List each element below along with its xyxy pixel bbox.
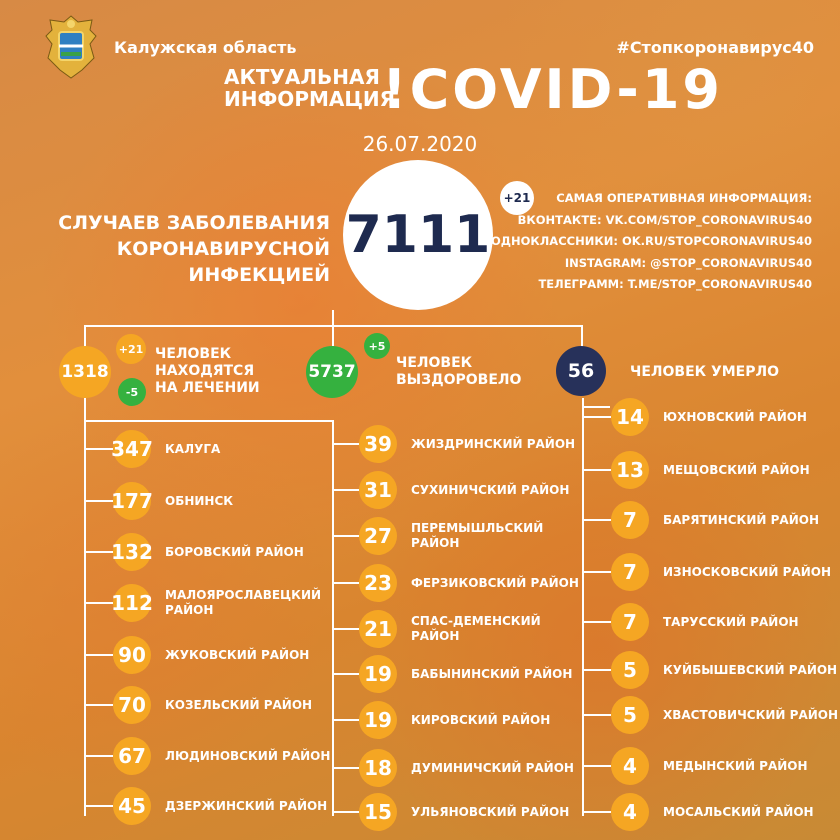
district-name: ФЕРЗИКОВСКИЙ РАЙОН xyxy=(411,575,579,590)
col3-top-line xyxy=(582,406,610,408)
district-name: КАЛУГА xyxy=(165,441,221,456)
info-ok: ОДНОКЛАССНИКИ: OK.RU/STOPCORONAVIRUS40 xyxy=(490,234,812,248)
district-connector xyxy=(332,443,359,445)
treatment-label-line-2: НАХОДЯТСЯ xyxy=(155,363,255,379)
region-name: Калужская область xyxy=(114,38,297,57)
district-row xyxy=(611,603,799,641)
district-row xyxy=(113,533,304,571)
connector-right xyxy=(581,325,583,347)
info-instagram: INSTAGRAM: @STOP_CORONAVIRUS40 xyxy=(564,255,812,270)
district-connector xyxy=(84,500,113,502)
district-name: ОБНИНСК xyxy=(165,493,234,508)
treatment-circle: 1318 xyxy=(59,346,111,398)
district-row xyxy=(359,655,572,693)
district-connector xyxy=(332,719,359,721)
district-name: ЮХНОВСКИЙ РАЙОН xyxy=(663,409,807,424)
district-count-circle: 70 xyxy=(113,686,151,724)
district-row xyxy=(113,737,330,775)
info-heading: САМАЯ ОПЕРАТИВНАЯ ИНФОРМАЦИЯ: xyxy=(556,191,812,205)
district-count-circle: 7 xyxy=(611,553,649,591)
district-row xyxy=(359,471,569,509)
treatment-plus-badge: +21 xyxy=(116,334,146,364)
district-connector xyxy=(332,767,359,769)
district-connector xyxy=(582,765,611,767)
district-row xyxy=(359,564,579,602)
district-name: ЖУКОВСКИЙ РАЙОН xyxy=(165,647,310,662)
total-label-line-2: КОРОНАВИРУСНОЙ ИНФЕКЦИЕЙ xyxy=(116,238,330,286)
covid-title: !COVID-19 xyxy=(382,58,723,121)
district-connector xyxy=(332,535,359,537)
district-connector xyxy=(84,602,113,604)
treatment-minus-badge: -5 xyxy=(118,378,146,406)
district-row xyxy=(611,451,810,489)
district-row xyxy=(113,430,220,468)
died-label: ЧЕЛОВЕК УМЕРЛО xyxy=(630,364,780,380)
district-count-circle: 4 xyxy=(611,747,649,785)
district-row xyxy=(611,501,819,539)
district-name: ХВАСТОВИЧСКИЙ РАЙОН xyxy=(663,707,839,722)
district-count-circle: 23 xyxy=(359,564,397,602)
district-row xyxy=(611,696,838,734)
district-count-circle: 27 xyxy=(359,517,397,555)
col1-line xyxy=(84,398,86,816)
district-count-circle: 5 xyxy=(611,651,649,689)
district-connector xyxy=(332,811,359,813)
district-row xyxy=(113,787,327,825)
hashtag: #Стопкоронавирус40 xyxy=(616,38,814,57)
district-connector xyxy=(582,714,611,716)
district-row xyxy=(611,553,831,591)
district-name: СПАС-ДЕМЕНСКИЙ РАЙОН xyxy=(411,614,541,643)
district-row xyxy=(359,425,575,463)
district-connector xyxy=(332,673,359,675)
died-circle: 56 xyxy=(556,346,606,396)
treatment-label-line-1: ЧЕЛОВЕК xyxy=(155,346,232,362)
district-count-circle: 14 xyxy=(611,398,649,436)
total-cases-circle: 7111 xyxy=(343,160,493,310)
district-name: ДЗЕРЖИНСКИЙ РАЙОН xyxy=(165,798,328,813)
recovered-label xyxy=(396,355,521,389)
district-row xyxy=(359,517,543,555)
district-connector xyxy=(582,811,611,813)
district-count-circle: 45 xyxy=(113,787,151,825)
district-count-circle: 31 xyxy=(359,471,397,509)
district-count-circle: 15 xyxy=(359,793,397,831)
connector-center xyxy=(332,310,334,346)
total-label-line-1: СЛУЧАЕВ ЗАБОЛЕВАНИЯ xyxy=(58,212,330,234)
district-name: СУХИНИЧСКИЙ РАЙОН xyxy=(411,482,570,497)
col1-top-line xyxy=(84,420,332,422)
district-row xyxy=(611,651,837,689)
district-connector xyxy=(84,704,113,706)
info-telegram: ТЕЛЕГРАММ: T.ME/STOP_CORONAVIRUS40 xyxy=(538,277,812,291)
district-row xyxy=(359,793,569,831)
total-increment-badge: +21 xyxy=(500,181,534,215)
district-connector xyxy=(84,551,113,553)
district-connector xyxy=(582,621,611,623)
district-connector xyxy=(582,469,611,471)
actual-info-heading xyxy=(224,65,396,111)
col2-line xyxy=(332,420,334,816)
district-row xyxy=(113,584,321,622)
district-connector xyxy=(332,489,359,491)
district-count-circle: 19 xyxy=(359,655,397,693)
district-connector xyxy=(582,669,611,671)
top-connector-line xyxy=(85,325,583,327)
district-connector xyxy=(84,448,113,450)
report-date: 26.07.2020 xyxy=(362,132,478,156)
district-name: ЖИЗДРИНСКИЙ РАЙОН xyxy=(411,436,576,451)
district-row xyxy=(611,747,808,785)
district-count-circle: 112 xyxy=(113,584,151,622)
district-name: КИРОВСКИЙ РАЙОН xyxy=(411,712,551,727)
coat-of-arms-icon xyxy=(42,14,100,80)
district-count-circle: 13 xyxy=(611,451,649,489)
district-row xyxy=(359,749,574,787)
district-row xyxy=(113,482,233,520)
district-row xyxy=(611,793,814,831)
district-name: УЛЬЯНОВСКИЙ РАЙОН xyxy=(411,804,570,819)
district-row xyxy=(113,636,309,674)
district-row xyxy=(611,398,807,436)
district-name: КУЙБЫШЕВСКИЙ РАЙОН xyxy=(663,662,838,677)
district-name: МЕЩОВСКИЙ РАЙОН xyxy=(663,462,810,477)
district-count-circle: 67 xyxy=(113,737,151,775)
district-count-circle: 347 xyxy=(113,430,151,468)
district-count-circle: 21 xyxy=(359,610,397,648)
district-count-circle: 19 xyxy=(359,701,397,739)
district-count-circle: 7 xyxy=(611,501,649,539)
district-connector xyxy=(84,755,113,757)
district-row xyxy=(359,701,550,739)
info-vk: ВКОНТАКТЕ: VK.COM/STOP_CORONAVIRUS40 xyxy=(517,212,812,227)
district-connector xyxy=(582,416,611,418)
district-count-circle: 18 xyxy=(359,749,397,787)
district-connector xyxy=(84,654,113,656)
district-count-circle: 7 xyxy=(611,603,649,641)
district-connector xyxy=(332,628,359,630)
district-name: ПЕРЕМЫШЛЬСКИЙ РАЙОН xyxy=(411,521,544,550)
district-count-circle: 90 xyxy=(113,636,151,674)
actual-line-2: ИНФОРМАЦИЯ xyxy=(224,87,396,111)
district-name: МОСАЛЬСКИЙ РАЙОН xyxy=(663,804,814,819)
district-row xyxy=(359,610,541,648)
district-count-circle: 5 xyxy=(611,696,649,734)
recovered-label-line-2: ВЫЗДОРОВЕЛО xyxy=(396,372,522,388)
treatment-label xyxy=(155,346,260,397)
treatment-label-line-3: НА ЛЕЧЕНИИ xyxy=(155,380,260,396)
district-name: МЕДЫНСКИЙ РАЙОН xyxy=(663,758,808,773)
district-name: БАРЯТИНСКИЙ РАЙОН xyxy=(663,512,819,527)
district-count-circle: 177 xyxy=(113,482,151,520)
district-name: ТАРУССКИЙ РАЙОН xyxy=(663,614,799,629)
social-info xyxy=(491,188,812,296)
recovered-label-line-1: ЧЕЛОВЕК xyxy=(396,355,473,371)
recovered-circle: 5737 xyxy=(306,346,358,398)
district-name: БОРОВСКИЙ РАЙОН xyxy=(165,544,304,559)
district-name: МАЛОЯРОСЛАВЕЦКИЙ РАЙОН xyxy=(165,588,322,617)
district-count-circle: 39 xyxy=(359,425,397,463)
district-name: ЛЮДИНОВСКИЙ РАЙОН xyxy=(165,748,331,763)
district-count-circle: 4 xyxy=(611,793,649,831)
connector-left xyxy=(84,325,86,347)
district-name: БАБЫНИНСКИЙ РАЙОН xyxy=(411,666,573,681)
district-name: ДУМИНИЧСКИЙ РАЙОН xyxy=(411,760,574,775)
actual-line-1: АКТУАЛЬНАЯ xyxy=(224,65,380,89)
recovered-plus-badge: +5 xyxy=(364,333,390,359)
district-row xyxy=(113,686,312,724)
district-count-circle: 132 xyxy=(113,533,151,571)
district-connector xyxy=(332,582,359,584)
total-cases-label xyxy=(30,210,330,288)
district-connector xyxy=(582,571,611,573)
district-connector xyxy=(84,805,113,807)
col3-line xyxy=(582,398,584,816)
district-connector xyxy=(582,519,611,521)
district-name: КОЗЕЛЬСКИЙ РАЙОН xyxy=(165,697,313,712)
district-name: ИЗНОСКОВСКИЙ РАЙОН xyxy=(663,564,832,579)
